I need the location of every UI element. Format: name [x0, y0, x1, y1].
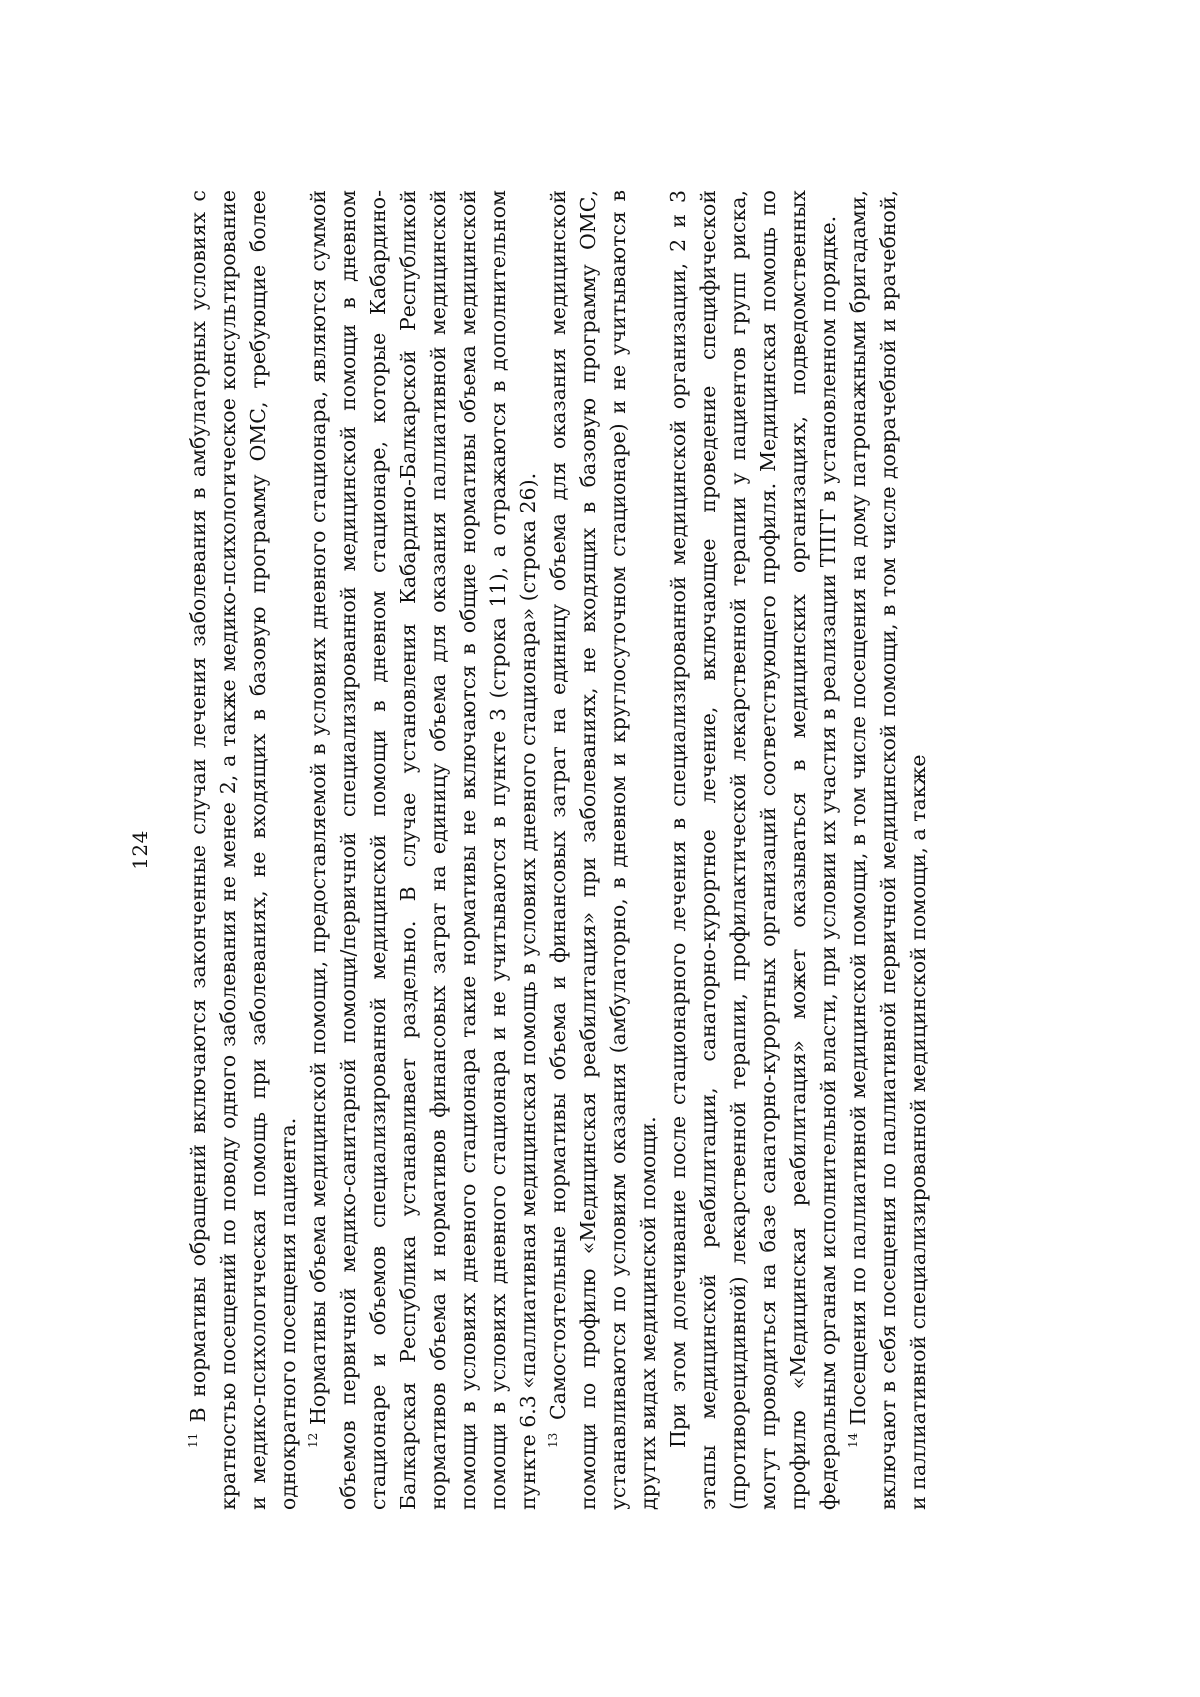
footnote-text: Нормативы объема медицинской помощи, предоставляемой в условиях дневного стационара, являются суммой объемов первичной медико-санитарной помощи/первичной специализированной медицинской помощи в дневном стационаре и объемов специализированной медицинской помощи в дневном стационаре, которые Кабардино-Балкарская Республика устанавливает раздельно. В случае установления Кабардино-Балкарской Республикой нормативов объема и нормативов финансовых затрат на единицу объема для оказания паллиативной медицинской помощи в условиях дневного стационара такие нормативы не включаются в общие нормативы объема медицинской помощи в условиях дневного стационара и не учитываются в пункте 3 (строка 11), а отражаются в дополнительном пункте 6.3 «паллиативная медицинская помощь в условиях дневного стационара» (строка 26). [306, 190, 540, 1510]
footnote-mark: 11 [186, 1432, 200, 1448]
footnote-13-continuation [663, 190, 843, 1510]
footnote-mark: 14 [846, 1432, 860, 1448]
footnote-mark: 13 [546, 1432, 560, 1448]
rotated-content [125, 190, 933, 1510]
footnote-text: Посещения по паллиативной медицинской помощи, в том числе посещения на дому патронажными бригадами, включают в себя посещения по паллиативной первичной медицинской помощи, в том числе доврачебной и врачебной, и паллиативной специализированной медицинской помощи, а также [846, 190, 930, 1510]
footnote-mark: 12 [306, 1432, 320, 1448]
footnote-11 [183, 190, 303, 1510]
footnote-text: В нормативы обращений включаются законченные случаи лечения заболевания в амбулаторных условиях с кратностью посещений по поводу одного заболевания не менее 2, а также медико-психологическое консультирование и медико-психологическая помощь при заболеваниях, не входящих в базовую программу ОМС, требующие более однократного посещения пациента. [186, 190, 300, 1510]
footnote-12 [303, 190, 543, 1510]
page-number: 124 [128, 830, 152, 870]
footnote-13 [543, 190, 663, 1510]
footnote-text: При этом долечивание после стационарного лечения в специализированной медицинской организации, 2 и 3 этапы медицинской реабилитации, санаторно-курортное лечение, включающее проведение специфической (противорецидивной) лекарственной терапии, профилактической лекарственной терапии у пациентов групп риска, могут проводиться на базе санаторно-курортных организаций соответствующего профиля. Медицинская помощь по профилю «Медицинская реабилитация» может оказываться в медицинских организациях, подведомственных федеральным органам исполнительной власти, при условии их участия в реализации ТПГГ в установленном порядке. [666, 190, 840, 1510]
footnote-14 [843, 190, 933, 1510]
footnote-text: Самостоятельные нормативы объема и финансовых затрат на единицу объема для оказания медицинской помощи по профилю «Медицинская реабилитация» при заболеваниях, не входящих в базовую программу ОМС, устанавливаются по условиям оказания (амбулаторно, в дневном и круглосуточном стационаре) и не учитываются в других видах медицинской помощи. [546, 190, 660, 1510]
